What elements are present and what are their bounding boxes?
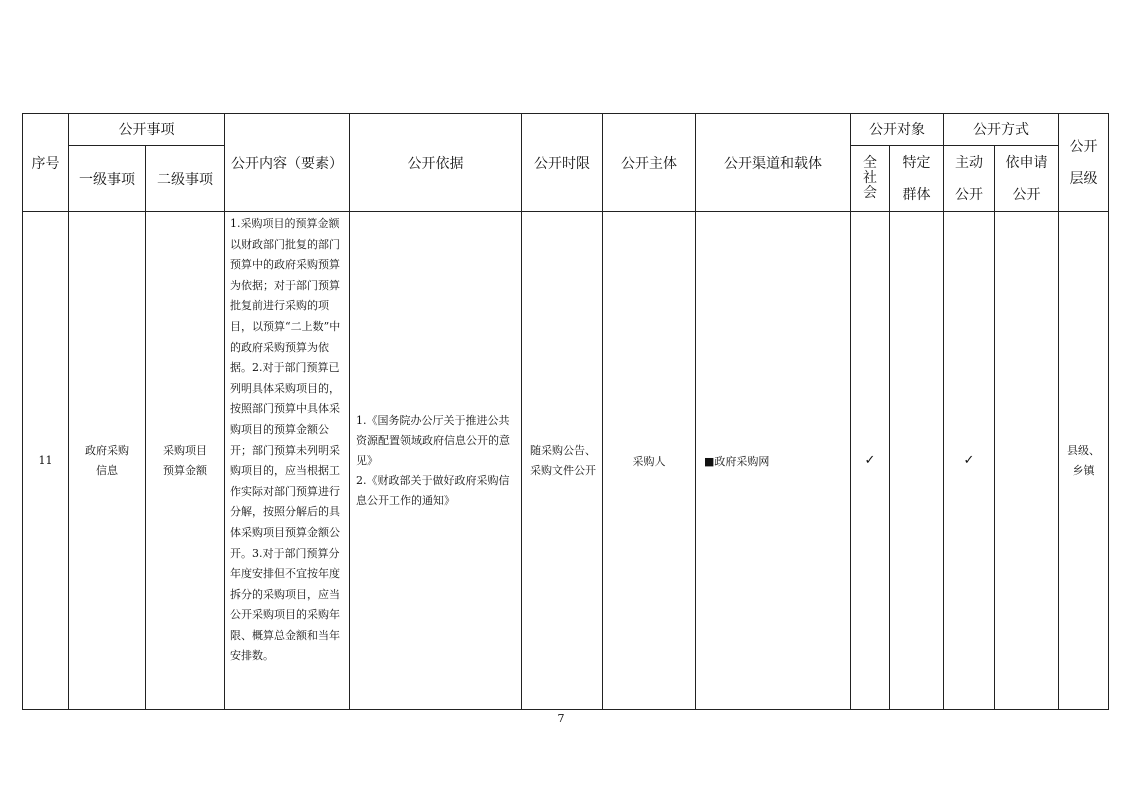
- header-level1: 一级事项: [69, 146, 146, 212]
- row-subject: 采购人: [603, 212, 696, 710]
- row-level2-line-1: 采购项目: [163, 443, 207, 457]
- header-content: 公开内容（要素）: [225, 114, 350, 212]
- row-content: 1.采购项目的预算金额以财政部门批复的部门预算中的政府采购预算为依据；对于部门预算批复前进行采购的项目，以预算“二上数”中的政府采购预算为依据。2.对于部门预算已列明具体采购项目的，按照部门预算中具体采购项目的预算金额公开；部门预算未列明采购项目的，应当根据工作实际对部门预算进行分解，按照分解后的具体采购项目预算金额公开。3.对于部门预算分年度安排但不宜按年度拆分的采购项目，应当公开采购项目的采购年限、概算总金额和当年安排数。: [225, 212, 350, 710]
- header-method-request: [995, 146, 1059, 212]
- row-level: [1059, 212, 1109, 710]
- header-method-group: 公开方式: [944, 114, 1059, 146]
- row-channel: ■政府采购网: [696, 212, 851, 710]
- header-level-line-1: 公开: [1069, 138, 1098, 155]
- header-method-active-line-2: 公开: [955, 186, 983, 203]
- row-basis-item-1: 1.《国务院办公厅关于推进公共资源配置领域政府信息公开的意见》: [356, 413, 510, 467]
- row-level1-line-1: 政府采购: [85, 443, 129, 457]
- row-level1-line-2: 信息: [96, 463, 118, 477]
- header-method-request-line-1: 依申请: [1005, 154, 1048, 171]
- row-level-line-1: 县级、: [1067, 443, 1100, 457]
- page-number: 7: [557, 712, 565, 725]
- row-level1: [69, 212, 146, 710]
- header-audience-all-char-2: 社: [863, 170, 877, 186]
- header-row-1: [23, 114, 1109, 146]
- header-audience-group: 公开对象: [851, 114, 944, 146]
- row-level2-line-2: 预算金额: [163, 463, 207, 477]
- disclosure-table: [22, 113, 1109, 710]
- row-level-line-2: 乡镇: [1072, 463, 1095, 477]
- header-level-line-2: 层级: [1069, 170, 1098, 187]
- header-audience-specific-line-1: 特定: [902, 154, 931, 171]
- header-audience-all-char-1: 全: [863, 155, 877, 171]
- header-level2: 二级事项: [146, 146, 225, 212]
- row-basis-item-2: 2.《财政部关于做好政府采购信息公开工作的通知》: [356, 473, 510, 507]
- header-items-group: 公开事项: [69, 114, 225, 146]
- header-audience-specific-line-2: 群体: [902, 186, 931, 203]
- check-method-request: [995, 212, 1059, 710]
- check-method-active: ✓: [944, 212, 995, 710]
- row-basis: [350, 212, 522, 710]
- header-method-active: [944, 146, 995, 212]
- header-audience-specific: [890, 146, 944, 212]
- header-serial: 序号: [23, 114, 69, 212]
- header-audience-all-char-3: 会: [863, 185, 877, 201]
- row-time-limit: 随采购公告、采购文件公开: [522, 212, 603, 710]
- header-audience-all: [851, 146, 890, 212]
- header-basis: 公开依据: [350, 114, 522, 212]
- header-time-limit: 公开时限: [522, 114, 603, 212]
- header-method-request-line-2: 公开: [1012, 186, 1041, 203]
- header-channel: 公开渠道和载体: [696, 114, 851, 212]
- row-serial: 11: [23, 212, 69, 710]
- check-audience-specific: [890, 212, 944, 710]
- header-level: [1059, 114, 1109, 212]
- table-row: [23, 212, 1109, 710]
- header-subject: 公开主体: [603, 114, 696, 212]
- check-audience-all: ✓: [851, 212, 890, 710]
- header-method-active-line-1: 主动: [955, 154, 983, 171]
- row-level2: [146, 212, 225, 710]
